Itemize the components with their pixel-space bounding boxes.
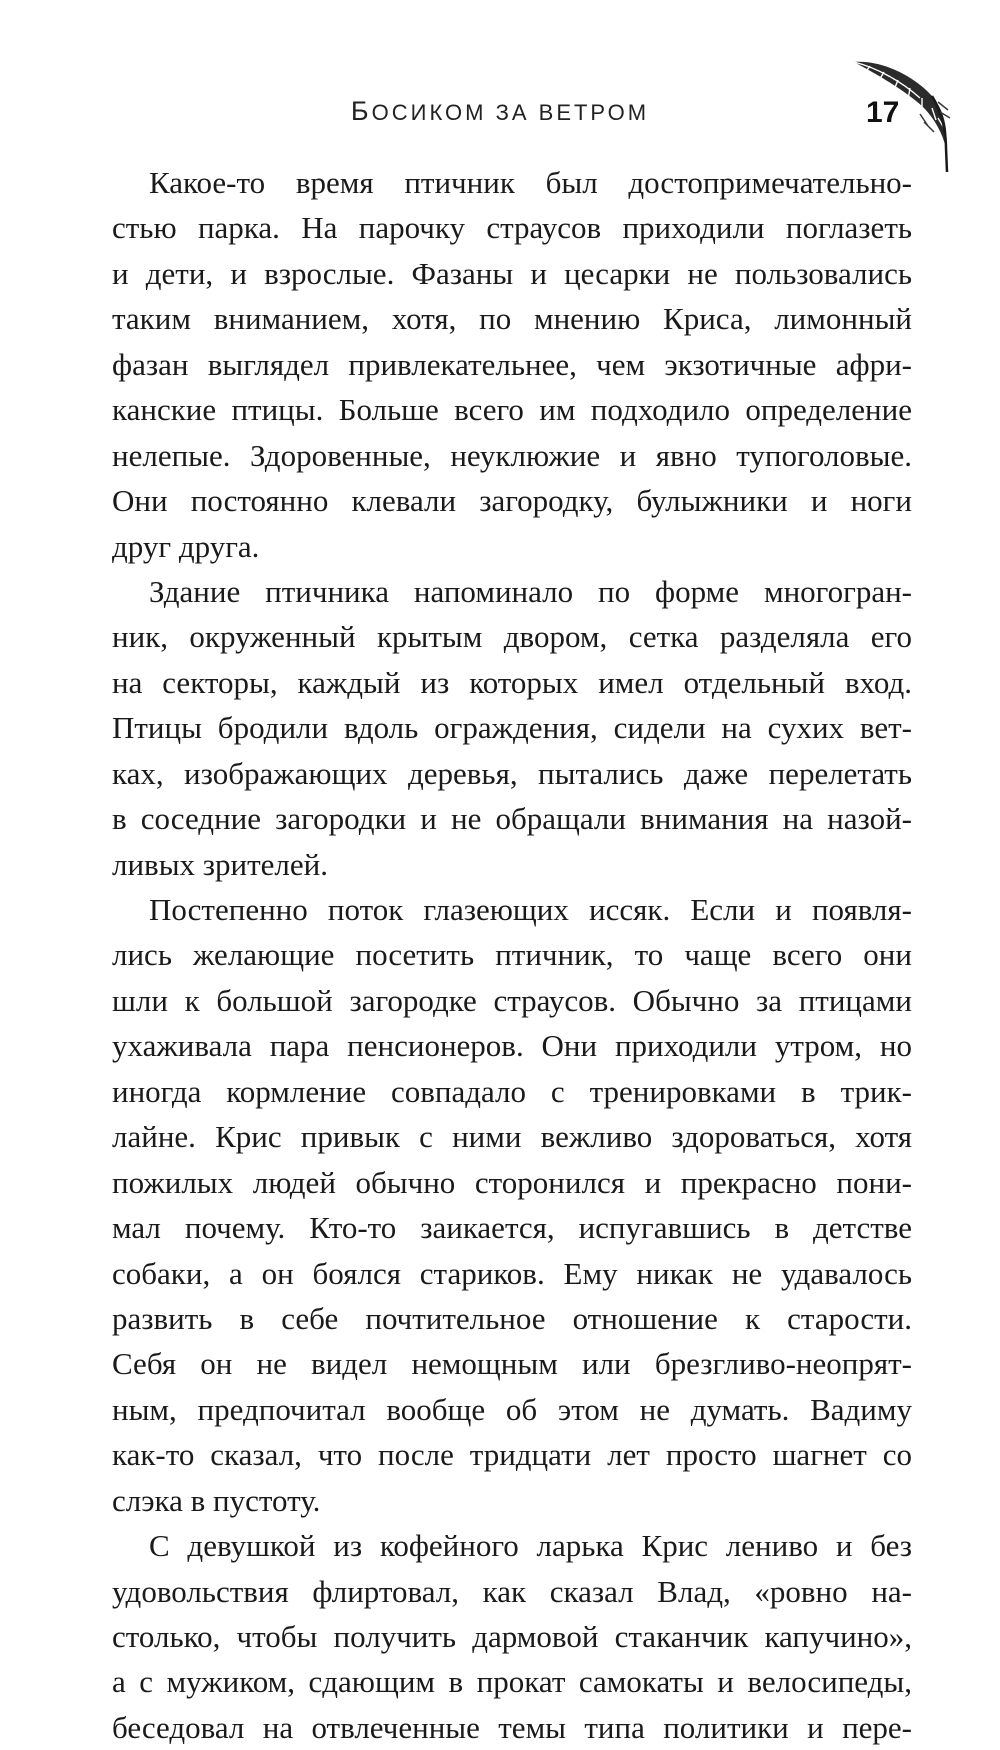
text-line: пожилых людей обычно сторонился и прекрасно пони- [112, 1164, 912, 1200]
body-text [112, 160, 912, 1750]
page-number: 17 [866, 96, 900, 129]
text-line: и дети, и взрослые. Фазаны и цесарки не пользовались [112, 255, 912, 291]
text-line: Какое-то время птичник был достопримечательно- [149, 165, 912, 200]
text-line: иногда кормление совпадало с тренировками в трик- [112, 1073, 912, 1109]
text-line: лайне. Крис привык с ними вежливо здороваться, хотя [112, 1119, 912, 1155]
text-line: слэка в пустоту. [112, 1482, 321, 1518]
text-line: беседовал на отвлеченные темы типа политики и пере- [112, 1709, 912, 1745]
text-line: развить в себе почтительное отношение к старости. [112, 1300, 912, 1336]
text-line: канские птицы. Больше всего им подходило определение [112, 392, 912, 428]
text-line: столько, чтобы получить дармовой стаканчик капучино», [112, 1619, 912, 1654]
text-line: друг друга. [112, 528, 260, 564]
text-line: ник, окруженный крытым двором, сетка разделяла его [112, 619, 912, 655]
text-line: нелепые. Здоровенные, неуклюжие и явно тупоголовые. [112, 437, 912, 473]
text-line: в соседние загородки и не обращали внимания на назой- [112, 801, 912, 837]
text-line: Они постоянно клевали загородку, булыжники и ноги [112, 483, 912, 519]
text-line: Себя он не видел немощным или брезгливо-неопрят- [112, 1346, 912, 1382]
running-title: БОСИКОМ ЗА ВЕТРОМ [350, 96, 650, 126]
text-line: ным, предпочитал вообще об этом не думать. Вадиму [112, 1391, 912, 1427]
text-line: фазан выглядел привлекательнее, чем экзотичные афри- [112, 346, 912, 382]
text-line: лись желающие посетить птичник, то чаще всего они [112, 937, 912, 973]
text-line: С девушкой из кофейного ларька Крис лениво и без [149, 1528, 912, 1564]
text-line: таким вниманием, хотя, по мнению Криса, лимонный [112, 301, 912, 337]
text-line: Здание птичника напоминало по форме многогран- [149, 573, 912, 609]
text-line: собаки, а он боялся стариков. Ему никак не удавалось [112, 1255, 912, 1291]
text-line: ухаживала пара пенсионеров. Они приходили утром, но [112, 1028, 912, 1064]
text-line: удовольствия флиртовал, как сказал Влад, «ровно на- [112, 1573, 912, 1609]
text-line: стью парка. На парочку страусов приходили поглазеть [112, 210, 912, 246]
text-line: а с мужиком, сдающим в прокат самокаты и велосипеды, [112, 1664, 912, 1700]
text-line: как-то сказал, что после тридцати лет просто шагнет со [112, 1437, 912, 1473]
text-line: Постепенно поток глазеющих иссяк. Если и появля- [149, 892, 912, 927]
text-line: на секторы, каждый из которых имел отдельный вход. [112, 664, 912, 700]
text-line: ках, изображающих деревья, пытались даже перелетать [112, 755, 912, 791]
text-line: шли к большой загородке страусов. Обычно за птицами [112, 982, 912, 1018]
text-line: ливых зрителей. [112, 846, 328, 882]
text-line: Птицы бродили вдоль ограждения, сидели на сухих вет- [112, 710, 912, 746]
text-line: мал почему. Кто-то заикается, испугавшись в детстве [112, 1210, 912, 1246]
